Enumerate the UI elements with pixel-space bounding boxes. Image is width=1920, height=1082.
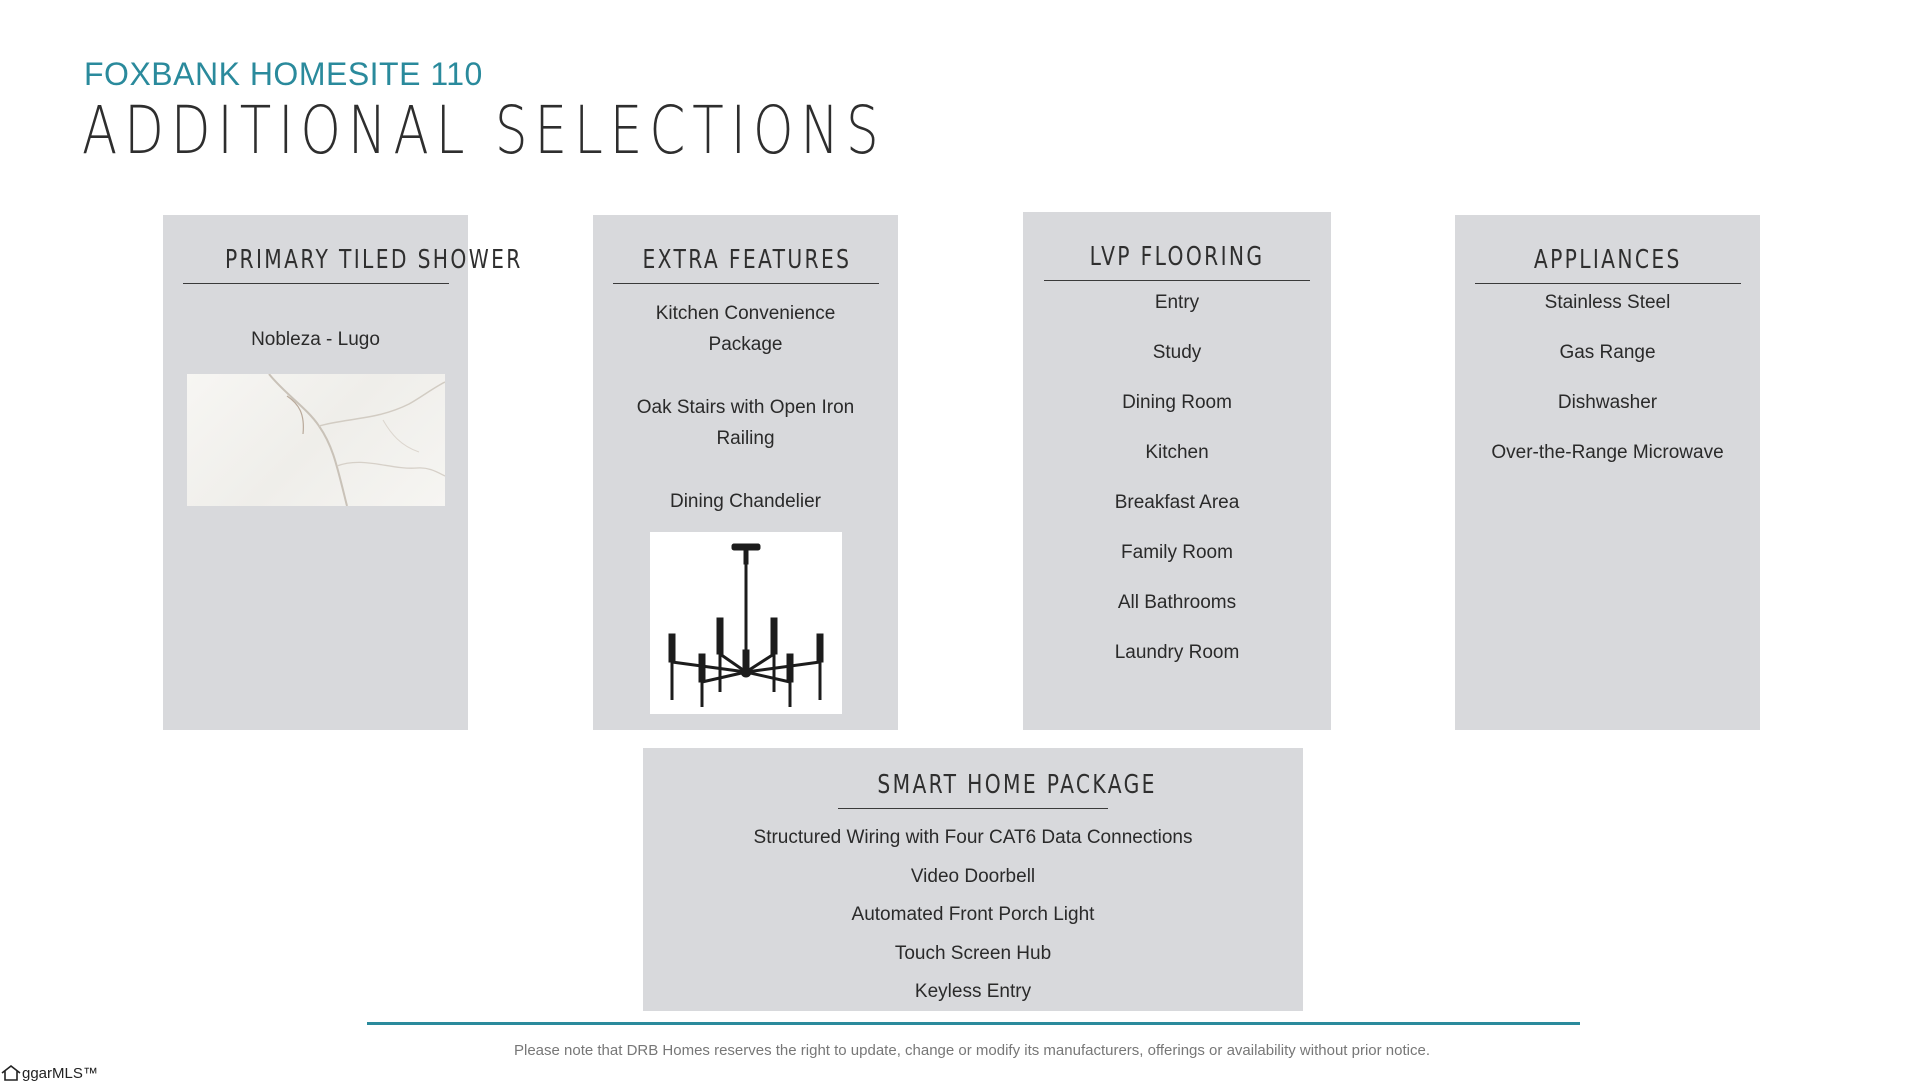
- list-item: Dishwasher: [1557, 392, 1658, 413]
- panel-heading: PRIMARY TILED SHOWER: [183, 245, 449, 284]
- list-item: Entry: [1154, 292, 1200, 313]
- list-item: Family Room: [1121, 542, 1233, 563]
- list-item: Oak Stairs with Open Iron Railing: [636, 397, 855, 449]
- list-item: Breakfast Area: [1114, 492, 1240, 513]
- panel-primary-tiled-shower: [163, 215, 523, 730]
- panel-heading: EXTRA FEATURES: [613, 245, 879, 284]
- homesite-subtitle: FOXBANK HOMESITE 110: [84, 56, 483, 92]
- list-item: Kitchen: [1145, 442, 1209, 463]
- list-item: Video Doorbell: [910, 865, 1036, 887]
- list-item: Touch Screen Hub: [894, 942, 1052, 964]
- panel-heading: APPLIANCES: [1475, 245, 1741, 284]
- panel-extra-features: [593, 215, 898, 730]
- list-item: All Bathrooms: [1117, 592, 1237, 613]
- list-item: Study: [1152, 342, 1202, 363]
- list-item: Automated Front Porch Light: [851, 904, 1095, 925]
- footer-divider: [367, 1022, 1580, 1025]
- marble-tile-image: [187, 374, 445, 506]
- panel-smart-home-package: [643, 748, 1303, 1011]
- panel-appliances: [1455, 215, 1760, 730]
- list-item: Gas Range: [1559, 342, 1656, 363]
- chandelier-icon: [650, 532, 842, 714]
- list-item: Laundry Room: [1114, 642, 1240, 663]
- list-item: Structured Wiring with Four CAT6 Data Connections: [753, 827, 1193, 848]
- house-icon: [0, 1064, 22, 1082]
- panel-heading: LVP FLOORING: [1044, 242, 1310, 281]
- list-item: Dining Chandelier: [669, 491, 822, 512]
- page-title: ADDITIONAL SELECTIONS: [82, 92, 886, 169]
- list-item: Kitchen Convenience Package: [655, 303, 836, 355]
- chandelier-image: [650, 532, 842, 714]
- disclaimer-text: Please note that DRB Homes reserves the right to update, change or modify its manufacturers, offerings or availability without prior notice.: [513, 1042, 1430, 1059]
- list-item: Over-the-Range Microwave: [1491, 442, 1724, 463]
- panel-lvp-flooring: [1023, 212, 1331, 730]
- panel-heading: SMART HOME PACKAGE: [838, 770, 1108, 809]
- list-item: Dining Room: [1122, 392, 1232, 413]
- mls-watermark: [0, 1064, 98, 1082]
- list-item: Stainless Steel: [1544, 292, 1671, 313]
- list-item: Keyless Entry: [914, 981, 1032, 1002]
- marble-vein-graphic: [187, 374, 445, 506]
- list-item: Nobleza - Lugo: [251, 329, 380, 350]
- mls-watermark-text: ggarMLS™: [22, 1064, 98, 1082]
